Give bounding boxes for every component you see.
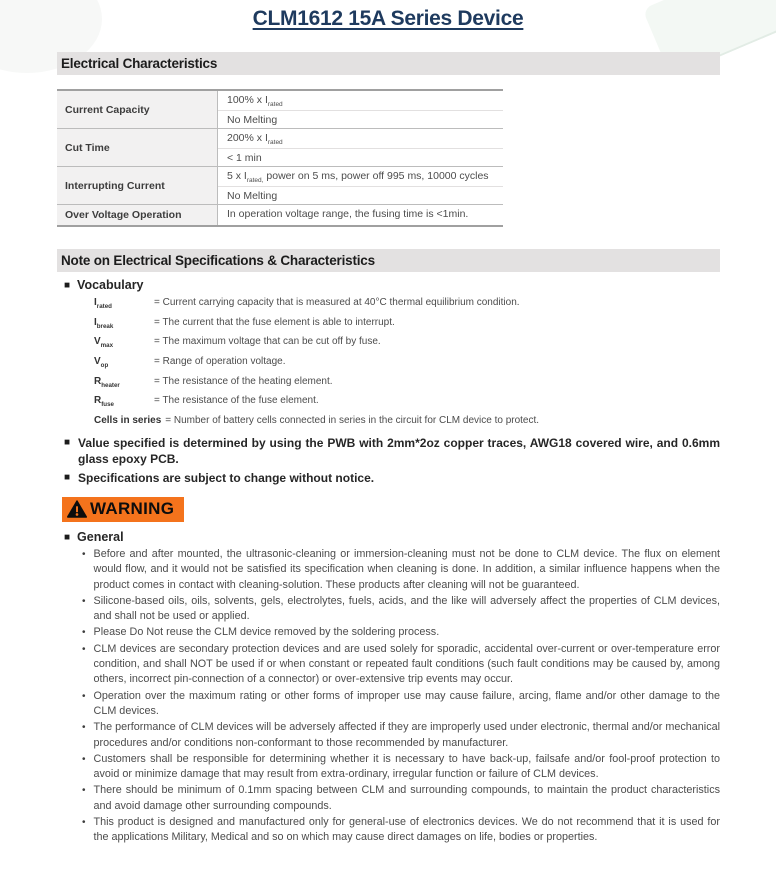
list-item-text: This product is designed and manufactured only for general-use of electronics devices. We do not recommend that it is used for the applications Military, Medical and so on which may cause direct damages on life, bodies or properties. (93, 815, 720, 844)
vocabulary-term: $V_{op}$ (94, 356, 109, 370)
datasheet-page (0, 7, 776, 874)
square-bullet-icon: ■ (64, 472, 71, 484)
list-item-text: The performance of CLM devices will be adversely affected if they are improperly used under electronic, thermal and/or mechanical procedures and/or conditions non-conformant to those recommended by manufacturer. (93, 721, 720, 749)
table-value-line: 100% x $I_{rated}$ (227, 94, 283, 109)
vocabulary-item (94, 334, 720, 354)
list-item-text: Before and after mounted, the ultrasonic-cleaning or immersion-cleaning must not be done to CLM device. The flux on element would flow, and it would not be satisfied its specification when cleaning is done. In addition, a similar influence happens when the product comes in contact with cleaning-solution. These products after cleaning will not be guaranteed. (93, 547, 720, 591)
list-item (82, 642, 720, 689)
list-item (82, 783, 720, 815)
vocabulary-item (94, 315, 720, 335)
vocabulary-item (94, 413, 720, 433)
list-item-text: Customers shall be responsible for determining whether it is necessary to have back-up, failsafe and/or fool-proof protection to avoid or minimize damage that may result from extra-ordinary, irregular function or failure of CLM devices. (93, 752, 720, 781)
vocabulary-item (94, 393, 720, 413)
spec-note-text: Specifications are subject to change without notice. (78, 471, 375, 486)
square-bullet-icon: ■ (64, 531, 71, 543)
table-row-label: Current Capacity (57, 91, 217, 128)
warning-label: WARNING (90, 499, 175, 519)
table-row (57, 205, 503, 225)
vocabulary-definition: = The maximum voltage that can be cut off by fuse. (154, 336, 381, 348)
list-item (82, 689, 720, 721)
section-header-electrical-characteristics (57, 52, 720, 75)
list-item-text: CLM devices are secondary protection devices and are used solely for sporadic, accidental over-current or over-temperature error condition, and shall NOT be used if or when constant or repeated fault conditions (such fault conditions may be caused by, among others, incorrect pin-connection of a connector) or over-extensive trip events may occur. (93, 642, 720, 686)
general-heading (57, 530, 720, 544)
vocabulary-item (94, 374, 720, 394)
square-bullet-icon: ■ (64, 437, 71, 449)
list-item (82, 625, 720, 641)
square-bullet-icon: ■ (64, 280, 71, 292)
bullet-dot-icon: • (82, 595, 86, 607)
table-row (57, 129, 503, 167)
list-item (82, 547, 720, 594)
vocabulary-item (94, 295, 720, 315)
vocabulary-definition: = The resistance of the fuse element. (154, 395, 319, 407)
table-value-line: 5 x $I_{rated,}$ power on 5 ms, power off 995 ms, 10000 cycles (227, 170, 489, 185)
bullet-dot-icon: • (82, 643, 86, 655)
list-item (82, 815, 720, 847)
spec-note (57, 471, 720, 487)
table-value-line: No Melting (218, 186, 503, 204)
page-content (57, 52, 720, 847)
table-row-label: Cut Time (57, 129, 217, 166)
vocabulary-term: $I_{rated}$ (94, 297, 112, 311)
vocabulary-definition: = Current carrying capacity that is measured at 40°C thermal equilibrium condition. (154, 297, 520, 309)
general-bullet-list (82, 547, 720, 847)
list-item-text: There should be minimum of 0.1mm spacing between CLM and surrounding compounds, to maintain the product characteristics and avoid damage other surrounding compounds. (93, 784, 720, 812)
section-header-note-on-specifications (57, 249, 720, 272)
list-item (82, 720, 720, 752)
bullet-dot-icon: • (82, 753, 86, 765)
bullet-dot-icon: • (82, 816, 86, 828)
warning-banner (62, 497, 184, 522)
vocabulary-term: Cells in series (94, 414, 162, 426)
vocabulary-term: $R_{heater}$ (94, 375, 120, 389)
vocabulary-definition: = Range of operation voltage. (154, 356, 286, 368)
bullet-dot-icon: • (82, 690, 86, 702)
table-row-value (217, 205, 503, 225)
vocabulary-heading-label: Vocabulary (77, 278, 144, 293)
vocabulary-definition: = Number of battery cells connected in series in the circuit for CLM device to protect. (165, 414, 540, 426)
general-heading-label: General (77, 529, 124, 544)
table-value-line: No Melting (218, 110, 503, 128)
bullet-dot-icon: • (82, 785, 86, 797)
spec-note-text: Value specified is determined by using the PWB with 2mm*2oz copper traces, AWG18 covered wire, and 0.6mm glass epoxy PCB. (78, 436, 720, 466)
bullet-dot-icon: • (82, 548, 86, 560)
vocabulary-term: $I_{break}$ (94, 316, 114, 330)
table-row-label: Interrupting Current (57, 167, 217, 204)
list-item-text: Silicone-based oils, oils, solvents, gels, electrolytes, fuels, acids, and the like will adversely affect the properties of CLM devices, and shall not be used or applied. (93, 594, 720, 623)
table-value-line: 200% x $I_{rated}$ (227, 132, 283, 147)
list-item-text: Operation over the maximum rating or other forms of improper use may cause failure, arcing, flame and/or other damage to the CLM devices. (93, 689, 720, 717)
page-title: CLM1612 15A Series Device (252, 7, 524, 30)
section-header-label: Electrical Characteristics (61, 56, 218, 71)
bullet-dot-icon: • (82, 722, 86, 734)
table-row-value (217, 129, 503, 166)
table-row (57, 91, 503, 129)
section-header-label: Note on Electrical Specifications & Characteristics (61, 253, 375, 269)
table-row-value (217, 167, 503, 204)
table-row (57, 167, 503, 205)
vocabulary-definition: = The resistance of the heating element. (154, 375, 333, 387)
vocabulary-definition: = The current that the fuse element is able to interrupt. (154, 316, 395, 328)
vocabulary-item (94, 354, 720, 374)
list-item (82, 752, 720, 784)
list-item-text: Please Do Not reuse the CLM device removed by the soldering process. (93, 626, 440, 639)
electrical-characteristics-table (57, 89, 503, 227)
list-item (82, 594, 720, 626)
table-value-line: In operation voltage range, the fusing time is <1min. (227, 208, 469, 221)
vocabulary-term: $V_{max}$ (94, 336, 114, 350)
warning-triangle-icon (67, 500, 87, 518)
bullet-dot-icon: • (82, 627, 86, 639)
table-row-value (217, 91, 503, 128)
vocabulary-heading (57, 278, 720, 292)
vocabulary-list (94, 295, 720, 432)
table-row-label: Over Voltage Operation (57, 205, 217, 225)
spec-note (57, 436, 720, 467)
vocabulary-term: $R_{fuse}$ (94, 395, 114, 409)
table-value-line: < 1 min (218, 148, 503, 166)
